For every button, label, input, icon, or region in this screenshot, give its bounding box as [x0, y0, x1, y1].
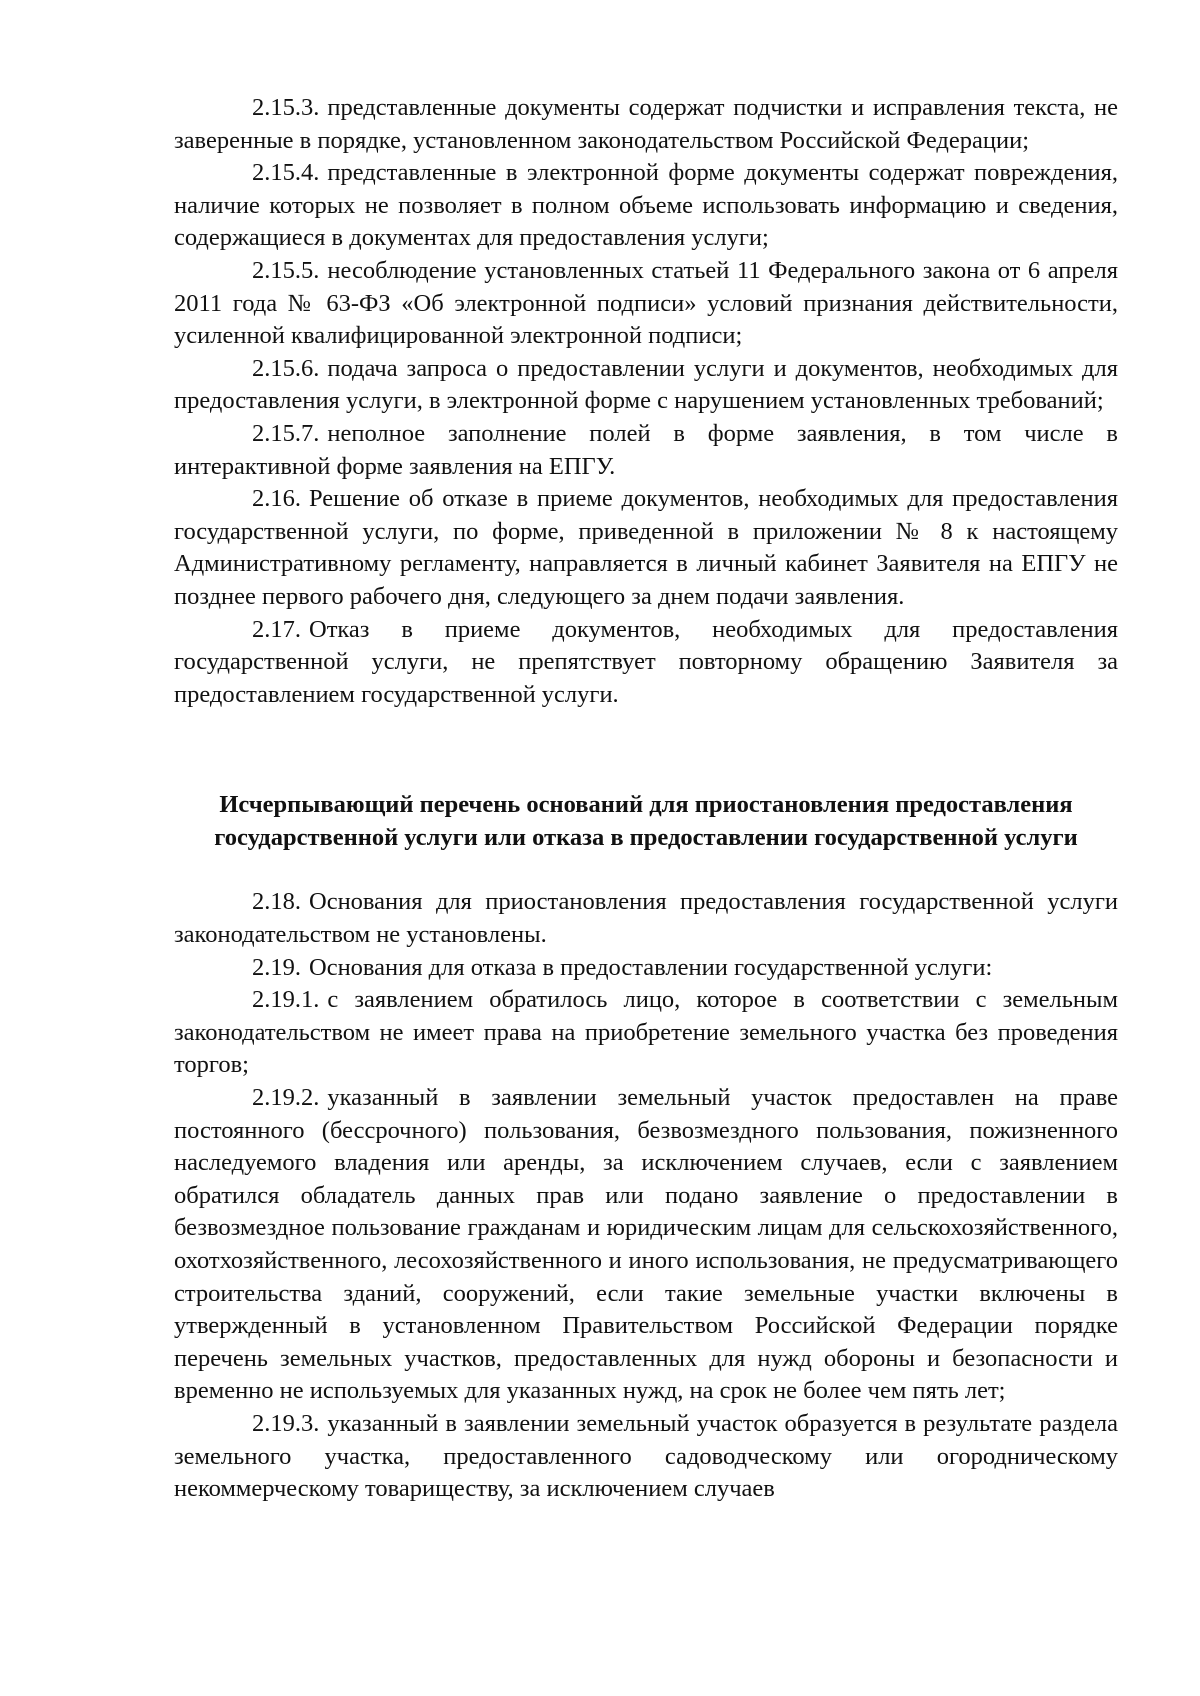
paragraph-text: несоблюдение установленных статьей 11 Федерального закона от 6 апреля 2011 года № 63-ФЗ «Об электронной подписи» условий признания действительности, усиленной квалифицированной электронной подписи; — [174, 256, 1118, 350]
paragraph-text: неполное заполнение полей в форме заявления, в том числе в интерактивной форме заявления на ЕПГУ. — [174, 419, 1118, 480]
paragraph-text: подача запроса о предоставлении услуги и документов, необходимых для предоставления услуги, в электронной форме с нарушением установленных требований; — [174, 354, 1118, 415]
paragraph-number: 2.15.3. — [252, 94, 320, 121]
paragraph-2-19-2 — [174, 1082, 1118, 1408]
paragraph-number: 2.16. — [252, 485, 301, 513]
paragraph-number: 2.15.7. — [252, 419, 320, 447]
paragraph-number: 2.15.4. — [252, 159, 320, 187]
paragraph-text: Основания для отказа в предоставлении государственной услуги: — [309, 953, 993, 981]
paragraph-2-18 — [174, 886, 1118, 951]
paragraph-2-17 — [174, 614, 1118, 712]
section-heading-line-1: Исчерпывающий перечень оснований для приостановления предоставления — [219, 791, 1073, 819]
paragraph-2-19-3 — [174, 1408, 1118, 1506]
paragraph-2-19 — [174, 952, 1118, 985]
paragraph-text: с заявлением обратилось лицо, которое в соответствии с земельным законодательством не имеет права на приобретение земельного участка без проведения торгов; — [174, 986, 1118, 1079]
paragraph-2-15-4 — [174, 157, 1118, 255]
paragraph-number: 2.15.6. — [252, 354, 320, 382]
paragraph-2-19-1 — [174, 984, 1118, 1082]
paragraph-text: Отказ в приеме документов, необходимых для предоставления государственной услуги, не препятствует повторному обращению Заявителя за предоставлением государственной услуги. — [174, 615, 1118, 708]
paragraph-2-15-6 — [174, 353, 1118, 418]
paragraph-text: указанный в заявлении земельный участок предоставлен на праве постоянного (бессрочного) пользования, безвозмездного пользования, пожизненного наследуемого владения или аренды, за исключением случаев, если с заявлением обратился обладатель данных прав или подано заявление о предоставлении в безвозмездное пользование гражданам и юридическим лицам для сельскохозяйственного, охотхозяйственного, лесохозяйственного и иного использования, не предусматривающего строительства зданий, сооружений, если такие земельные участки включены в утвержденный в установленном Правительством Российской Федерации порядке перечень земельных участков, предоставленных для нужд обороны и безопасности и временно не используемых для указанных нужд, на срок не более чем пять лет; — [174, 1084, 1118, 1405]
paragraph-text: Решение об отказе в приеме документов, необходимых для предоставления государственной услуги, по форме, приведенной в приложении № 8 к настоящему Административному регламенту, направляется в личный кабинет Заявителя на ЕПГУ не позднее первого рабочего дня, следующего за днем подачи заявления. — [174, 485, 1118, 610]
heading-spacer — [174, 854, 1118, 886]
paragraph-2-16 — [174, 483, 1118, 613]
paragraph-text: указанный в заявлении земельный участок образуется в результате раздела земельного участка, предоставленного садоводческому или огородническому некоммерческому товариществу, за исключением случаев — [174, 1409, 1118, 1503]
paragraph-2-15-5 — [174, 255, 1118, 353]
paragraph-2-15-7 — [174, 418, 1118, 483]
paragraph-text: Основания для приостановления предоставления государственной услуги законодательством не установлены. — [174, 888, 1118, 949]
document-page — [174, 92, 1118, 1506]
paragraph-number: 2.17. — [252, 615, 301, 643]
section-heading — [174, 789, 1118, 854]
paragraph-number: 2.19.1. — [252, 986, 320, 1014]
paragraph-number: 2.18. — [252, 888, 301, 916]
paragraph-number: 2.19.2. — [252, 1084, 320, 1112]
paragraph-number: 2.19. — [252, 953, 301, 981]
paragraph-number: 2.19.3. — [252, 1409, 320, 1437]
paragraph-number: 2.15.5. — [252, 256, 320, 284]
paragraph-text: представленные документы содержат подчистки и исправления текста, не заверенные в порядке, установленном законодательством Российской Федерации; — [174, 94, 1118, 154]
section-heading-line-2: государственной услуги или отказа в предоставлении государственной услуги — [214, 823, 1078, 851]
paragraph-text: представленные в электронной форме документы содержат повреждения, наличие которых не позволяет в полном объеме использовать информацию и сведения, содержащиеся в документах для предоставления услуги; — [174, 159, 1118, 252]
section-spacer — [174, 711, 1118, 789]
paragraph-2-15-3 — [174, 92, 1118, 157]
